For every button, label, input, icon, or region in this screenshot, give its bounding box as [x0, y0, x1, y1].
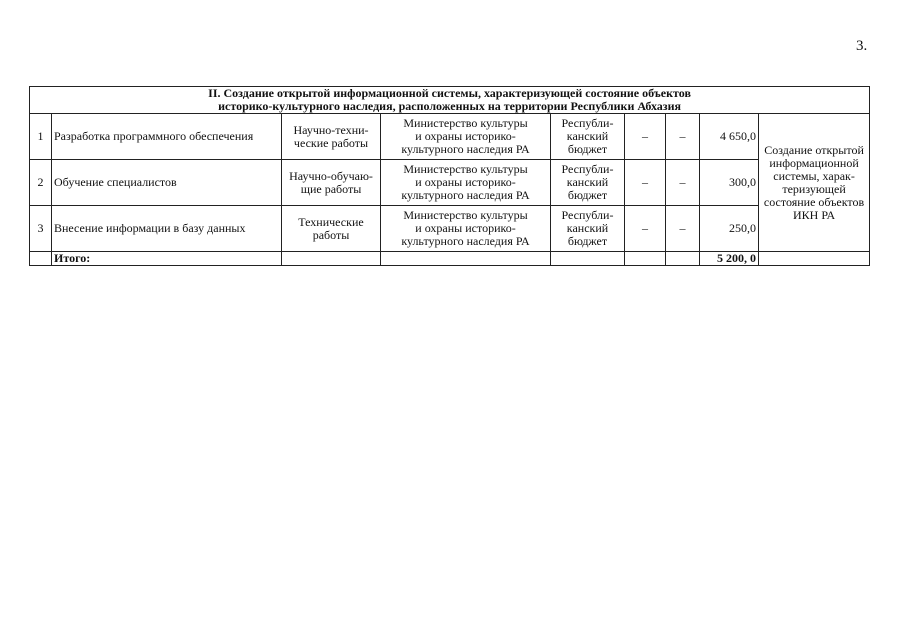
table-row: [30, 114, 870, 160]
dash-cell: –: [625, 206, 666, 252]
row-number: 1: [30, 114, 52, 160]
work-type: Технические работы: [282, 206, 381, 252]
empty-cell: [282, 252, 381, 266]
dash-cell: –: [625, 114, 666, 160]
executor: Министерство культуры и охраны историко- культурного наследия РА: [381, 206, 551, 252]
executor: Министерство культуры и охраны историко- культурного наследия РА: [381, 160, 551, 206]
amount-cell: 300,0: [700, 160, 759, 206]
row-number: 3: [30, 206, 52, 252]
funding-source: Республи- канский бюджет: [551, 160, 625, 206]
total-row: [30, 252, 870, 266]
dash-cell: –: [666, 114, 700, 160]
activity-name: Обучение специалистов: [52, 160, 282, 206]
empty-cell: [381, 252, 551, 266]
empty-cell: [30, 252, 52, 266]
section-title-line-1: II. Создание открытой информационной системы, характеризующей состояние объектов: [208, 86, 691, 100]
funding-source: Республи- канский бюджет: [551, 114, 625, 160]
amount-cell: 4 650,0: [700, 114, 759, 160]
expected-result: Создание открытой информационной системы, харак- теризующей состояние объектов ИКН РА: [759, 114, 870, 252]
total-amount: 5 200, 0: [700, 252, 759, 266]
section-header-row: [30, 87, 870, 114]
dash-cell: –: [625, 160, 666, 206]
program-table: [29, 86, 870, 266]
table-row: [30, 206, 870, 252]
total-label: Итого:: [52, 252, 282, 266]
section-title: [30, 87, 870, 114]
dash-cell: –: [666, 160, 700, 206]
activity-name: Внесение информации в базу данных: [52, 206, 282, 252]
page-number: 3.: [856, 38, 868, 54]
work-type: Научно-обучаю- щие работы: [282, 160, 381, 206]
empty-cell: [666, 252, 700, 266]
executor: Министерство культуры и охраны историко- культурного наследия РА: [381, 114, 551, 160]
section-title-line-2: историко-культурного наследия, расположенных на территории Республики Абхазия: [218, 99, 682, 113]
row-number: 2: [30, 160, 52, 206]
empty-cell: [551, 252, 625, 266]
activity-name: Разработка программного обеспечения: [52, 114, 282, 160]
empty-cell: [625, 252, 666, 266]
funding-source: Республи- канский бюджет: [551, 206, 625, 252]
amount-cell: 250,0: [700, 206, 759, 252]
table-row: [30, 160, 870, 206]
dash-cell: –: [666, 206, 700, 252]
work-type: Научно-техни- ческие работы: [282, 114, 381, 160]
empty-cell: [759, 252, 870, 266]
